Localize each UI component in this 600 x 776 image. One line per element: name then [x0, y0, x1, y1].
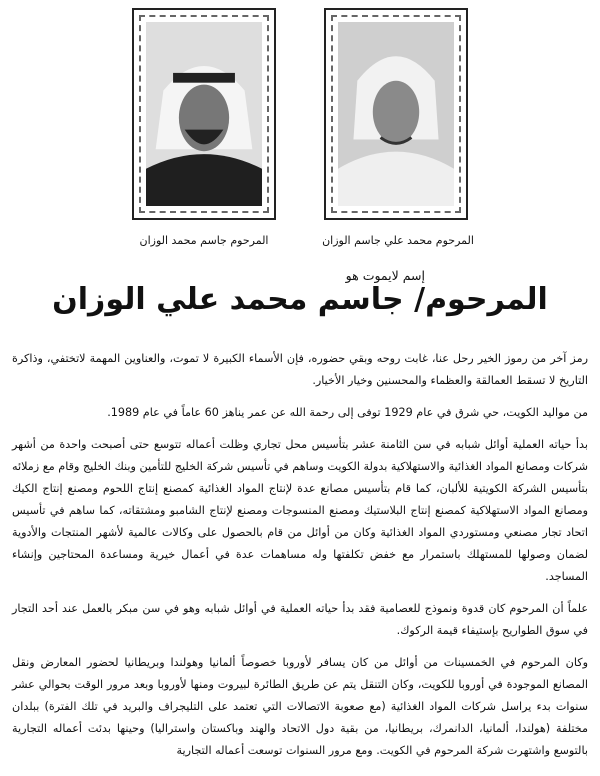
- portrait-photo-right: [338, 22, 454, 206]
- intro-line: إسم لايموت هو: [345, 268, 425, 283]
- paragraph-career: بدأ حياته العملية أوائل شبابه في سن الثامنة عشر بتأسيس محل تجاري وظلت أعماله تتوسع حتى أصبحت واحدة من أشهر شركات ومصانع المواد الغذائية والاستهلاكية بدولة الكويت وساهم في تأسيس شركة الخليج للتأمين وبنك الخليج وقام مع زملائه بتأسيس الشركة الكويتية للألبان، كما قام بتأسيس مصانع عدة لإنتاج المواد الغذائية كمصنع إنتاج اللحوم ومصنع إنتاج الكيك ومصانع المواد الاستهلاكية كمصنع إنتاج البلاستيك ومصنع المنسوجات ومصنع لإنتاج الشامبو ومشتقاته، كما ساهم في تأسيس اتحاد تجار مصنعي ومستوردي المواد الغذائية وكان من أوائل من قام بالحصول على وكالات عالمية لأشهر المنتجات والأدوية لضمان وصولها للمستهلك باستمرار مع خفض تكلفتها وله مساهمات عدة في أعمال خيرية ومساعدة المحتاجين وإنشاء المساجد.: [12, 438, 588, 583]
- paragraph-self-made: علماً أن المرحوم كان قدوة ونموذج للعصامية فقد بدأ حياته العملية في أوائل شبابه وهو في سن مبكر بالعمل عند أحد التجار في سوق الطواريح بإستيفاء قيمة الركوك.: [12, 602, 588, 637]
- paragraph-birth: من مواليد الكويت، حي شرق في عام 1929 توفى إلى رحمة الله عن عمر يناهز 60 عاماً في عام 1989.: [107, 406, 588, 419]
- caption-left: المرحوم جاسم محمد الوزان: [139, 234, 269, 247]
- portrait-frame-left: [132, 8, 276, 220]
- caption-right: المرحوم محمد علي جاسم الوزان: [322, 234, 474, 247]
- paragraph-intro: رمز آخر من رموز الخير رحل عنا، غابت روحه وبقي حضوره، فإن الأسماء الكبيرة لا تموت، والعناوين المهمة لاتختفي، وذاكرة التاريخ لا تسقط العمالقة والعظماء والمحسنين وخيار الأخيار.: [12, 352, 588, 387]
- paragraph-travel: وكان المرحوم في الخمسينات من أوائل من كان يسافر لأوروبا خصوصاً ألمانيا وهولندا وبريطانيا لحضور المعارض ونقل المصانع الموجودة في أوروبا للكويت، وكان التنقل يتم عن طريق الطائرة لبيروت ومنها لأوروبا وبعد مرور الوقت بحوالي عشر سنوات بدء يراسل شركات المواد الغذائية (مع صعوبة الاتصالات التي تعتمد على التليجراف والبريد في تلك الفترة) ببلدان مختلفة (هولندا، ألمانيا، الدانمرك، بريطانيا، من بقية دول الاتحاد والهند وباكستان واستراليا) وحينها بدئت أعماله التجارية بالتوسع واشتهرت شركة المرحوم في الكويت. ومع مرور السنوات توسعت أعماله التجارية: [12, 656, 588, 757]
- page-title: المرحوم/ جاسم محمد علي الوزان: [52, 282, 548, 317]
- portrait-frame-right: [324, 8, 468, 220]
- portrait-photo-left: [146, 22, 262, 206]
- article-body: [12, 348, 588, 772]
